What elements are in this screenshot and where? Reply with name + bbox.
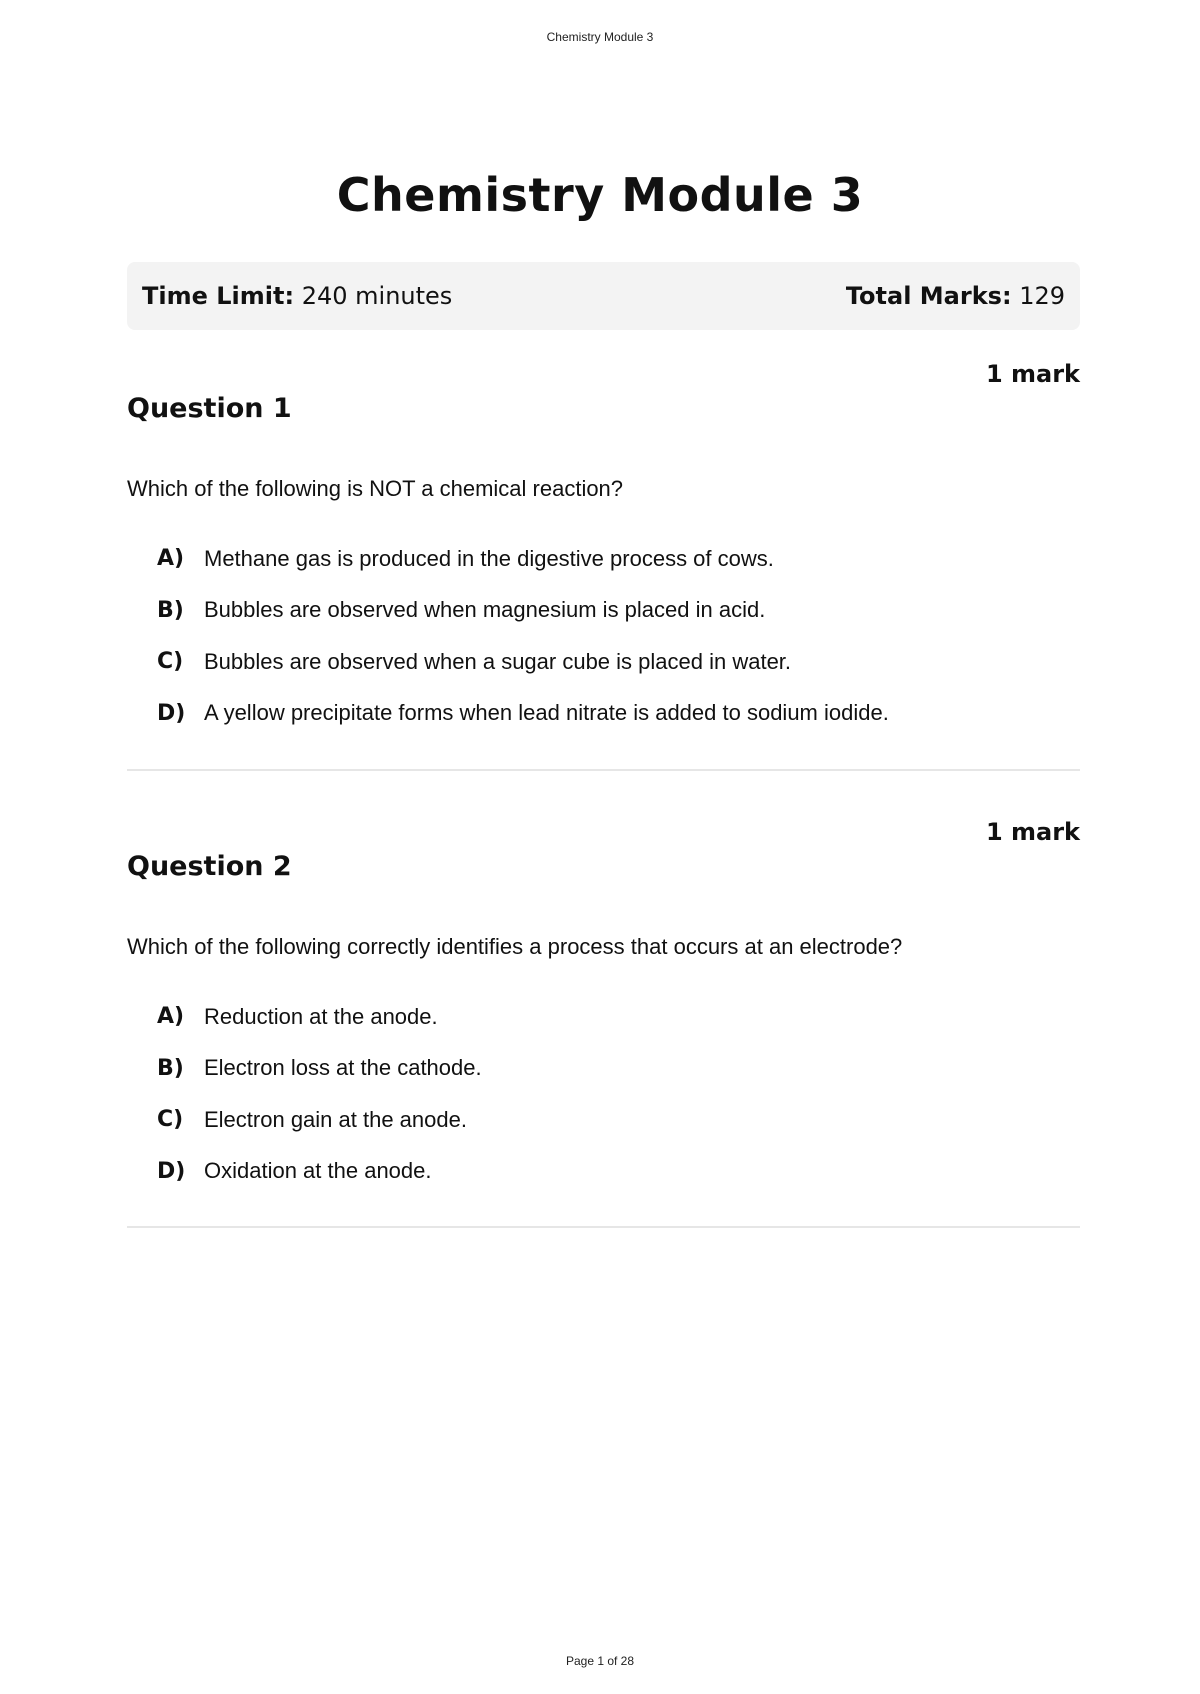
answer-option-b[interactable] — [157, 1043, 482, 1095]
answer-option-c[interactable] — [157, 636, 889, 688]
option-letter: A) — [157, 546, 185, 572]
answer-option-d[interactable] — [157, 1146, 482, 1198]
question-marks: 1 mark — [985, 360, 1080, 388]
page-number: Page 1 of 28 — [565, 1654, 635, 1668]
option-letter: A) — [157, 1004, 185, 1030]
time-limit-label: Time Limit: — [142, 282, 295, 310]
question-text: Which of the following correctly identifies a process that occurs at an electrode? — [127, 934, 903, 959]
option-text: Oxidation at the anode. — [204, 1158, 432, 1184]
section-divider — [127, 1226, 1080, 1228]
exam-info-bar — [127, 262, 1080, 330]
question-marks: 1 mark — [985, 818, 1080, 846]
option-letter: D) — [157, 1158, 186, 1184]
option-letter: C) — [157, 649, 184, 675]
total-marks-value: 129 — [1019, 282, 1065, 310]
answer-option-a[interactable] — [157, 991, 482, 1043]
question-heading: Question 2 — [127, 851, 292, 882]
total-marks — [846, 282, 1065, 310]
running-header: Chemistry Module 3 — [546, 30, 654, 44]
option-letter: D) — [157, 700, 186, 726]
option-text: Electron gain at the anode. — [204, 1106, 467, 1132]
option-letter: B) — [157, 1055, 184, 1081]
option-text: Reduction at the anode. — [204, 1003, 438, 1029]
option-text: Bubbles are observed when magnesium is placed in acid. — [204, 597, 766, 623]
question-text: Which of the following is NOT a chemical reaction? — [127, 476, 624, 501]
answer-options — [157, 991, 482, 1197]
page-title: Chemistry Module 3 — [336, 168, 864, 222]
total-marks-label: Total Marks: — [845, 282, 1012, 310]
option-text: A yellow precipitate forms when lead nitrate is added to sodium iodide. — [204, 700, 889, 726]
option-letter: B) — [157, 597, 184, 623]
answer-option-c[interactable] — [157, 1094, 482, 1146]
question-heading: Question 1 — [127, 393, 292, 424]
answer-options — [157, 533, 889, 739]
time-limit-value: 240 minutes — [301, 282, 453, 310]
option-text: Methane gas is produced in the digestive process of cows. — [204, 545, 774, 571]
answer-option-a[interactable] — [157, 533, 889, 585]
option-letter: C) — [157, 1107, 184, 1133]
option-text: Electron loss at the cathode. — [204, 1055, 482, 1081]
answer-option-b[interactable] — [157, 585, 889, 637]
time-limit — [142, 282, 452, 310]
option-text: Bubbles are observed when a sugar cube is placed in water. — [204, 648, 792, 674]
section-divider — [127, 769, 1080, 771]
answer-option-d[interactable] — [157, 688, 889, 740]
